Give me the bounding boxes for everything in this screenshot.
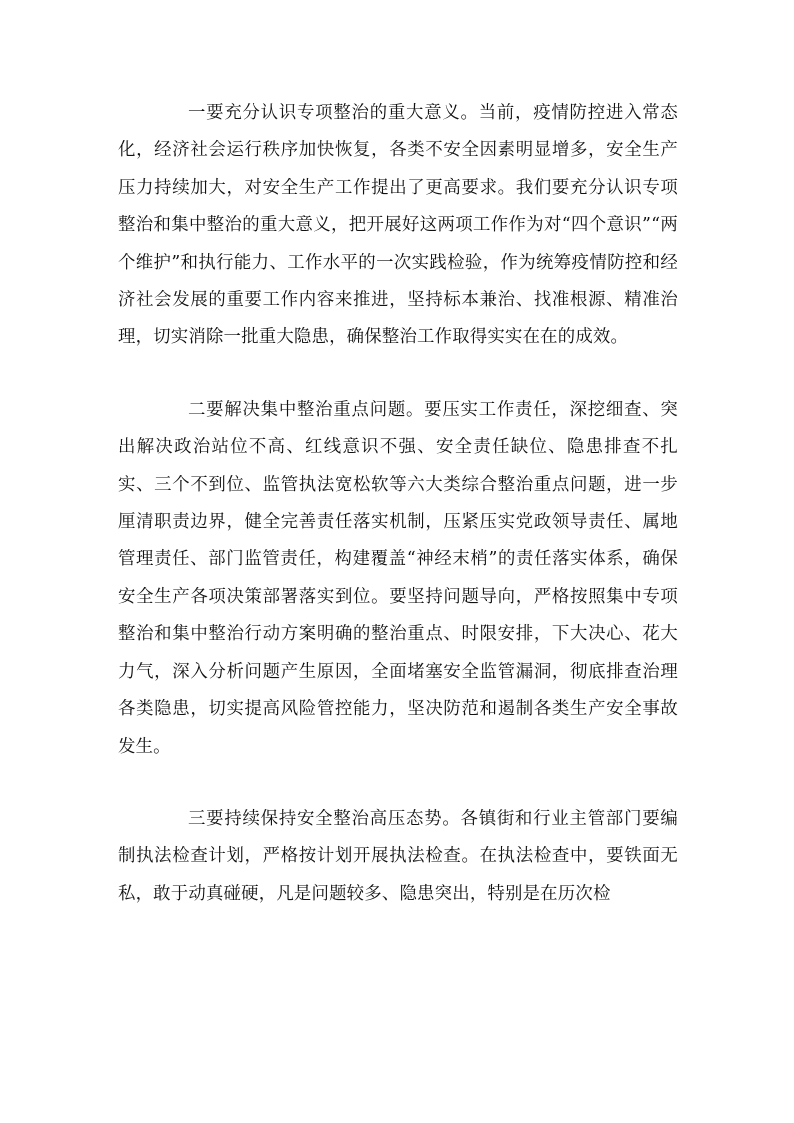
paragraph-2: 二要解决集中整治重点问题。要压实工作责任，深挖细查、突出解决政治站位不高、红线意识不强、安全责任缺位、隐患排查不扎实、三个不到位、监管执法宽松软等六大类综合整治重点问题，进一步厘清职责边界，健全完善责任落实机制，压紧压实党政领导责任、属地管理责任、部门监管责任，构建覆盖“神经末梢”的责任落实体系，确保安全生产各项决策部署落实到位。要坚持问题导向，严格按照集中专项整治和集中整治行动方案明确的整治重点、时限安排，下大决心、花大力气，深入分析问题产生原因，全面堵塞安全监管漏洞，彻底排查治理各类隐患，切实提高风险管控能力，坚决防范和遏制各类生产安全事故发生。 — [118, 399, 678, 757]
document-body — [118, 95, 678, 913]
paragraph-3: 三要持续保持安全整治高压态势。各镇街和行业主管部门要编制执法检查计划，严格按计划开展执法检查。在执法检查中，要铁面无私，敢于动真碰硬，凡是问题较多、隐患突出，特别是在历次检 — [118, 808, 678, 904]
paragraph-1: 一要充分认识专项整治的重大意义。当前，疫情防控进入常态化，经济社会运行秩序加快恢复，各类不安全因素明显增多，安全生产压力持续加大，对安全生产工作提出了更高要求。我们要充分认识专项整治和集中整治的重大意义，把开展好这两项工作作为对“四个意识”“两个维护”和执行能力、工作水平的一次实践检验，作为统筹疫情防控和经济社会发展的重要工作内容来推进，坚持标本兼治、找准根源、精准治理，切实消除一批重大隐患，确保整治工作取得实实在在的成效。 — [118, 103, 678, 348]
